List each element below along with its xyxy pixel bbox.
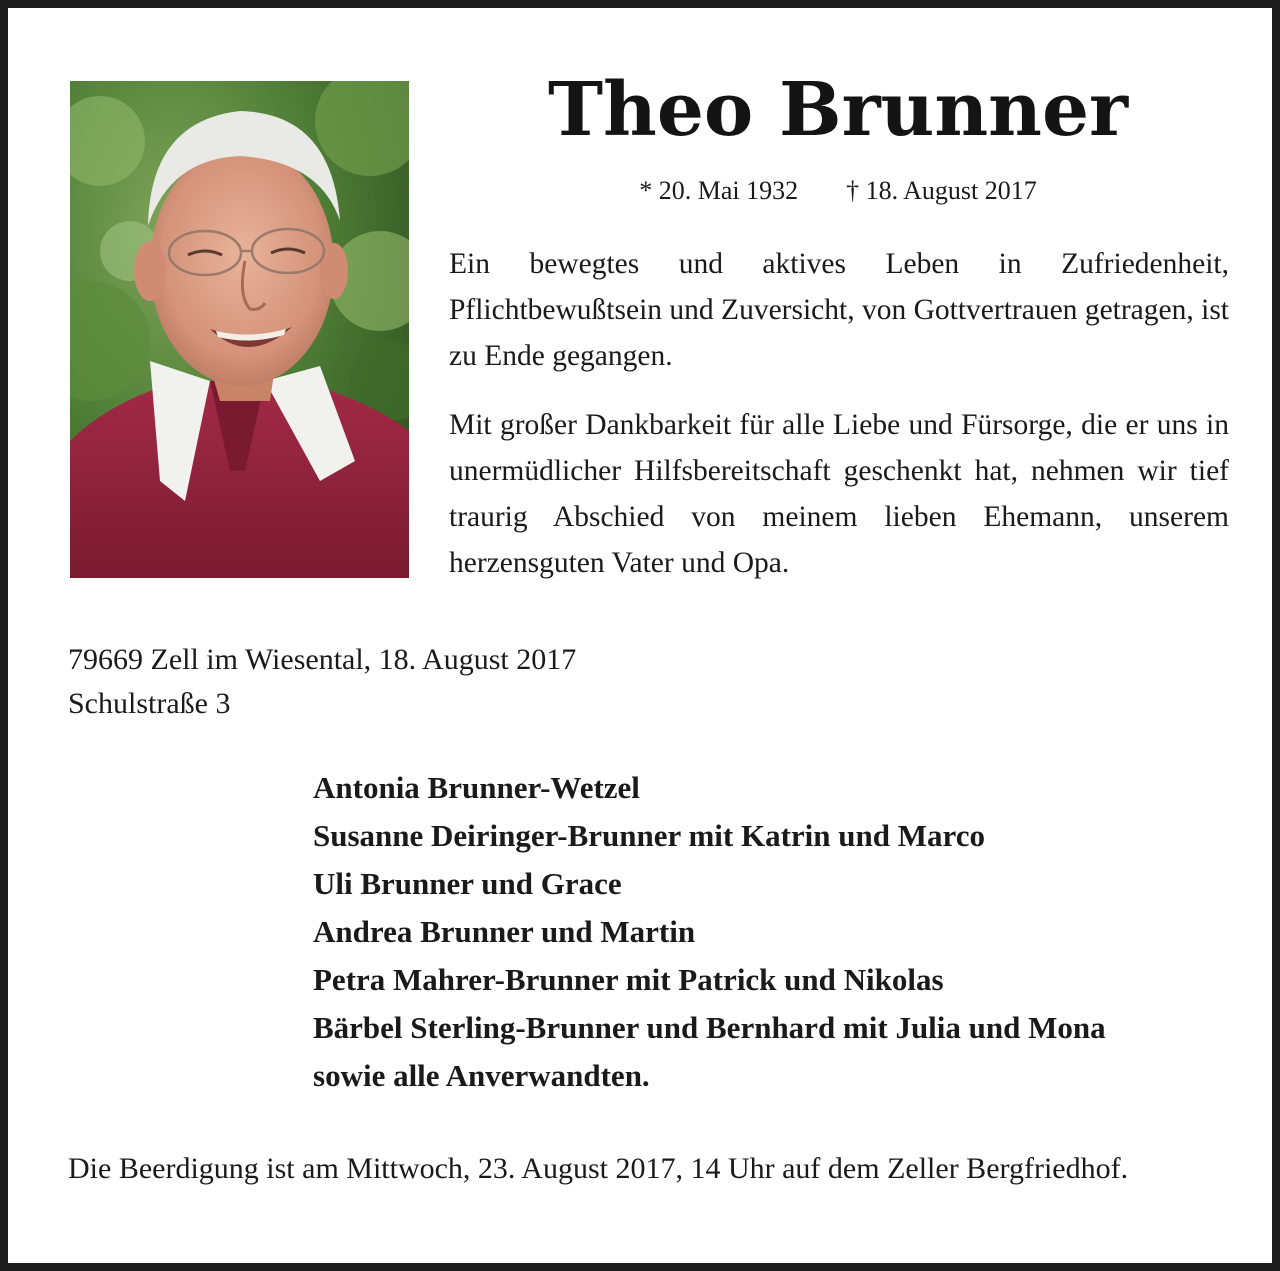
mourner-line: Antonia Brunner-Wetzel xyxy=(313,770,640,805)
birth-date: * 20. Mai 1932 xyxy=(639,176,799,205)
portrait-photo xyxy=(70,81,409,578)
mourner-line: Bärbel Sterling-Brunner und Bernhard mit Julia und Mona xyxy=(313,1010,1106,1045)
mourner-line: Susanne Deiringer-Brunner mit Katrin und Marco xyxy=(313,818,985,853)
place-and-address xyxy=(68,638,576,726)
mourners-list xyxy=(313,764,1106,1100)
death-date: † 18. August 2017 xyxy=(846,176,1037,205)
tribute-paragraph-1: Ein bewegtes und aktives Leben in Zufriedenheit, Pflichtbewußtsein und Zuversicht, von Gottvertrauen getragen, ist zu Ende gegangen. xyxy=(449,248,1229,372)
mourner-line: Uli Brunner und Grace xyxy=(313,866,622,901)
mourner-line: Andrea Brunner und Martin xyxy=(313,914,696,949)
deceased-name: Theo Brunner xyxy=(547,67,1129,153)
tribute-paragraph-2: Mit großer Dankbarkeit für alle Liebe und Fürsorge, die er uns in unermüdlicher Hilfsbereitschaft geschenkt hat, nehmen wir tief traurig Abschied von meinem lieben Ehemann, unserem herzensguten Vater und Opa. xyxy=(449,409,1229,579)
mourner-line: sowie alle Anverwandten. xyxy=(313,1058,650,1093)
place-date: 79669 Zell im Wiesental, 18. August 2017 xyxy=(68,643,577,676)
funeral-notice: Die Beerdigung ist am Mittwoch, 23. August 2017, 14 Uhr auf dem Zeller Bergfriedhof. xyxy=(68,1152,1129,1185)
mourner-line: Petra Mahrer-Brunner mit Patrick und Nikolas xyxy=(313,962,944,997)
life-dates xyxy=(448,176,1228,206)
address: Schulstraße 3 xyxy=(68,687,231,720)
